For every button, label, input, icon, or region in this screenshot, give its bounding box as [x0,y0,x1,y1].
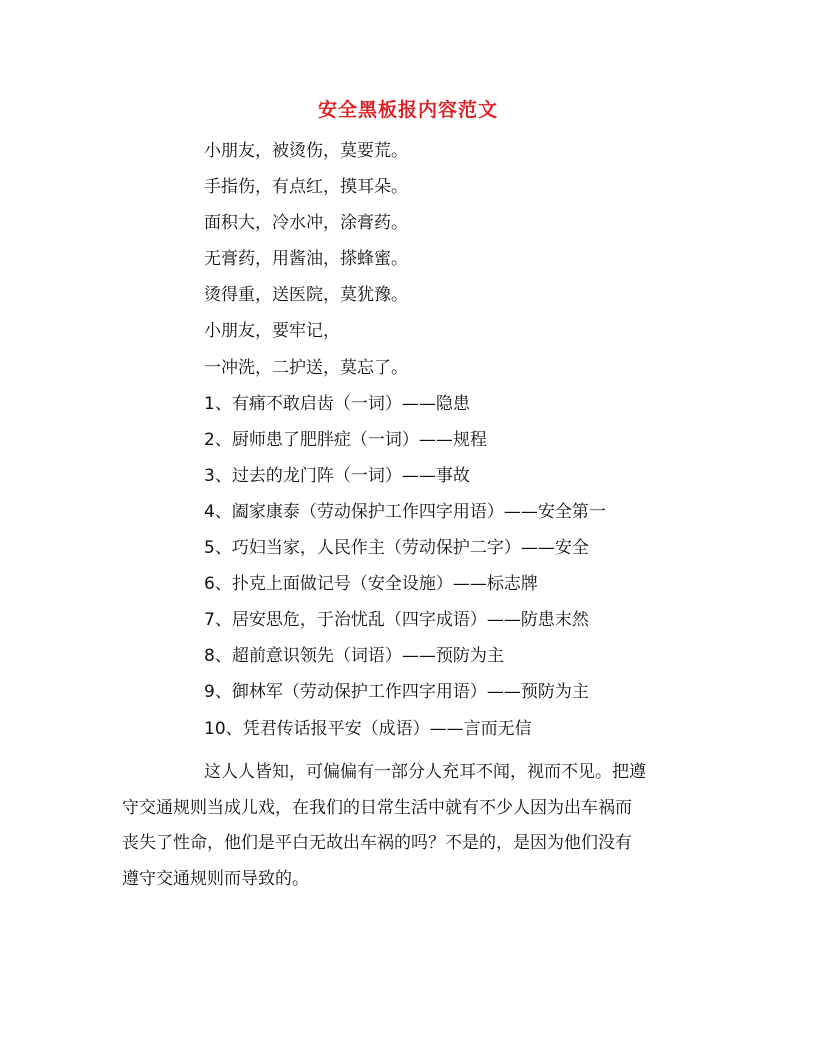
text-line-6: 小朋友，要牢记， [204,321,340,342]
paragraph-line-3: 丧失了性命，他们是平白无故出车祸的吗？不是的，是因为他们没有 [122,833,632,853]
text-line-4: 无膏药，用酱油，搽蜂蜜。 [204,249,408,270]
riddle-item-6: 6、扑克上面做记号（安全设施）——标志牌 [204,574,538,595]
page-title: 安全黑板报内容范文 [317,99,498,121]
riddle-item-3: 3、过去的龙门阵（一词）——事故 [204,465,470,486]
riddle-item-9: 9、御林军（劳动保护工作四字用语）——预防为主 [204,682,589,703]
text-line-7: 一冲洗，二护送，莫忘了。 [204,357,408,378]
text-line-3: 面积大，冷水冲，涂膏药。 [204,213,408,234]
riddle-item-5: 5、巧妇当家，人民作主（劳动保护二字）——安全 [204,538,589,559]
content-lines [204,137,764,751]
body-paragraph [122,755,702,897]
riddle-item-4: 4、阖家康泰（劳动保护工作四字用语）——安全第一 [204,501,606,522]
text-line-1: 小朋友，被烫伤，莫要荒。 [204,141,408,161]
riddle-item-8: 8、超前意识领先（词语）——预防为主 [204,646,504,667]
text-line-5: 烫得重，送医院，莫犹豫。 [204,285,408,306]
paragraph-line-2: 守交通规则当成儿戏，在我们的日常生活中就有不少人因为出车祸而 [122,797,632,818]
riddle-item-7: 7、居安思危，于治忧乱（四字成语）——防患末然 [204,610,589,631]
text-line-2: 手指伤，有点红，摸耳朵。 [204,177,408,198]
riddle-item-1: 1、有痛不敢启齿（一词）——隐患 [204,393,470,414]
paragraph-line-1: 这人人皆知，可偏偏有一部分人充耳不闻，视而不见。把遵 [204,762,646,782]
paragraph-line-4: 遵守交通规则而导致的。 [122,868,309,889]
riddle-item-10: 10、凭君传话报平安（成语）——言而无信 [204,718,532,739]
riddle-item-2: 2、厨师患了肥胖症（一词）——规程 [204,429,487,450]
